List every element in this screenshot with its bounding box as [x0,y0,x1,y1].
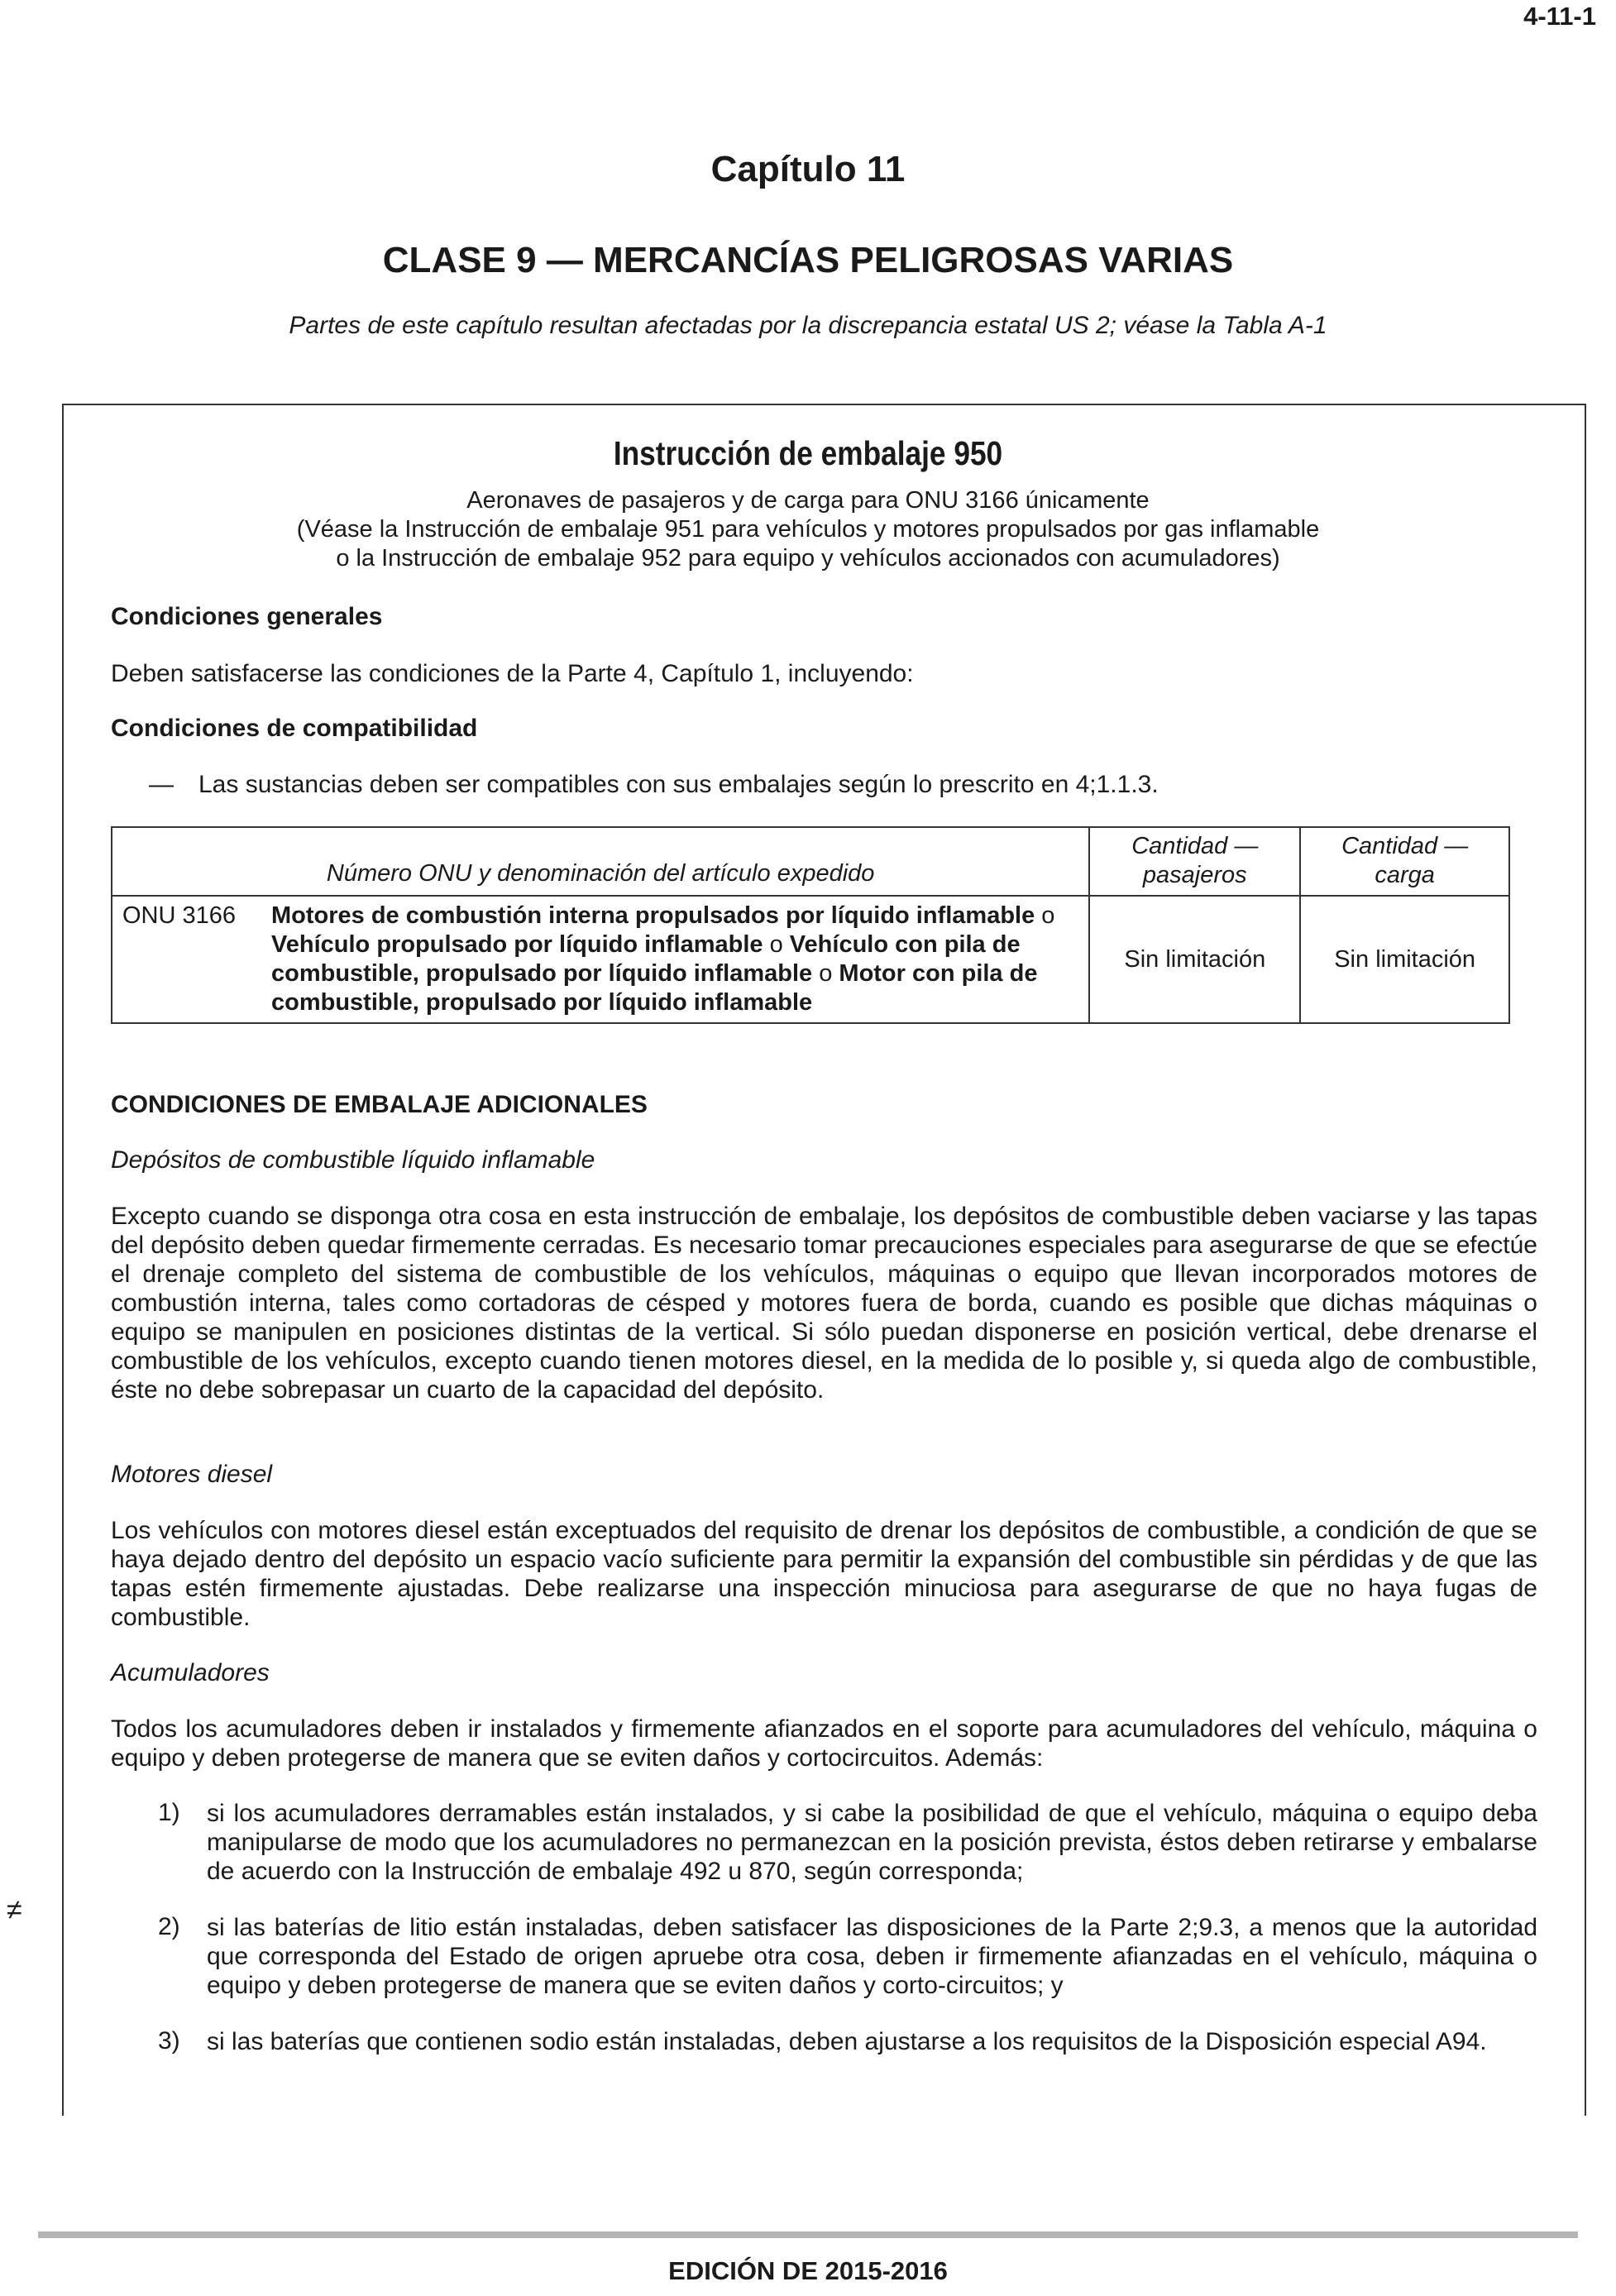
header-cargo-line: Cantidad — [1341,832,1469,859]
chapter-label: Capítulo 11 [710,149,906,189]
table-row [112,896,1509,1023]
general-conditions-heading: Condiciones generales [111,603,383,630]
header-passenger-line: pasajeros [1142,861,1247,888]
shipping-name [271,902,1082,1017]
list-item-text: si las baterías que contienen sodio están instaladas, deben ajustarse a los requisitos de la Disposición especial A94. [207,2028,1487,2055]
instruction-subtitle-line: o la Instrucción de embalaje 952 para equipo y vehículos accionados con acumuladores) [336,545,1280,572]
header-name: Número ONU y denominación del artículo expedido [112,827,1089,896]
general-conditions-text: Deben satisfacerse las condiciones de la Parte 4, Capítulo 1, incluyendo: [111,660,914,687]
cargo-quantity: Sin limitación [1300,896,1509,1023]
list-item-text: si las baterías de litio están instaladas, deben satisfacer las disposiciones de la Parte 2;9.3, a menos que la autoridad que corresponda del Estado de origen apruebe otra cosa, deben ir firmemente afianzadas en el vehículo, máquina o equipo y deben protegerse de manera que se eviten daños y corto-circuitos; y [207,1914,1537,1999]
fuel-tanks-subheading: Depósitos de combustible líquido inflamable [111,1146,595,1174]
shipping-name-part: Vehículo con pila de combustible, propulsado por líquido inflamable [271,931,1021,987]
diesel-subheading: Motores diesel [111,1461,273,1488]
shipping-name-part: Motor con pila de combustible, propulsado por líquido inflamable [271,960,1038,1016]
compatibility-heading: Condiciones de compatibilidad [111,715,478,742]
instruction-title: Instrucción de embalaje 950 [613,434,1003,472]
header-cargo [1300,827,1509,896]
products-table [111,826,1510,1024]
diesel-text: Los vehículos con motores diesel están exceptuados del requisito de drenar los depósitos de combustible, a condición de que se haya dejado dentro del depósito un espacio vacío suficiente para permitir la expansión del combustible sin pérdidas y de que las tapas estén firmemente ajustadas. Debe realizarse una inspección minuciosa para asegurarse de que no haya fugas de combustible. [111,1517,1537,1631]
list-item-text: si los acumuladores derramables están instalados, y si cabe la posibilidad de que el vehículo, máquina o equipo deba manipularse de modo que los acumuladores no permanezcan en la posición prevista, éstos deben retirarse y embalarse de acuerdo con la Instrucción de embalaje 492 u 870, según corresponda; [207,1800,1537,1885]
batteries-subheading: Acumuladores [111,1659,270,1686]
row-name-cell [112,896,1089,1023]
batteries-text: Todos los acumuladores deben ir instalados y firmemente afianzados en el soporte para acumuladores del vehículo, máquina o equipo y deben protegerse de manera que se eviten daños y cortocircuitos. Además: [111,1715,1537,1772]
instruction-subtitle-line: (Véase la Instrucción de embalaje 951 para vehículos y motores propulsados por gas inflamable [296,516,1320,543]
shipping-name-part: Vehículo propulsado por líquido inflamable [271,931,763,958]
header-cargo-line: carga [1375,861,1435,888]
discrepancy-mark: ≠ [7,1894,22,1925]
conjunction: o [763,931,790,958]
fuel-tanks-text: Excepto cuando se disponga otra cosa en esta instrucción de embalaje, los depósitos de combustible deben vaciarse y las tapas del depósito deben quedar firmemente cerradas. Es necesario tomar precauciones especiales para asegurarse de que se efectúe el drenaje completo del sistema de combustible de los vehículos, máquinas o equipo que llevan incorporados motores de combustión interna, tales como cortadoras de césped y motores fuera de borda, cuando es posible que dichas máquinas o equipo se manipulen en posiciones distintas de la vertical. Si sólo puedan disponerse en posición vertical, debe drenarse el combustible de los vehículos, excepto cuando tienen motores diesel, en la medida de lo posible y, si queda algo de combustible, éste no debe sobrepasar un cuarto de la capacidad del depósito. [111,1203,1537,1404]
conjunction: o [812,960,839,987]
additional-heading: CONDICIONES DE EMBALAJE ADICIONALES [111,1091,648,1118]
chapter-title: CLASE 9 — MERCANCÍAS PELIGROSAS VARIAS [382,240,1234,280]
header-passenger-line: Cantidad — [1131,832,1259,859]
compatibility-item: Las sustancias deben ser compatibles con sus embalajes según lo prescrito en 4;1.1.3. [198,771,1159,798]
list-item-number: 3) [158,2027,180,2054]
chapter-note: Partes de este capítulo resultan afectadas por la discrepancia estatal US 2; véase la Tabla A-1 [289,312,1327,339]
dash-bullet: — [149,771,174,798]
instruction-subtitle-line: Aeronaves de pasajeros y de carga para ONU 3166 únicamente [466,487,1150,514]
header-passenger [1089,827,1300,896]
shipping-name-part: Motores de combustión interna propulsados por líquido inflamable [271,902,1035,929]
table-header-row [112,827,1509,896]
un-number: ONU 3166 [122,902,237,929]
list-item-number: 2) [158,1913,180,1940]
passenger-quantity: Sin limitación [1089,896,1300,1023]
conjunction: o [1035,902,1055,929]
footer-divider [38,2231,1578,2238]
footer-edition: EDICIÓN DE 2015-2016 [668,2256,948,2285]
list-item-number: 1) [158,1799,180,1826]
page-number: 4-11-1 [1523,2,1596,31]
